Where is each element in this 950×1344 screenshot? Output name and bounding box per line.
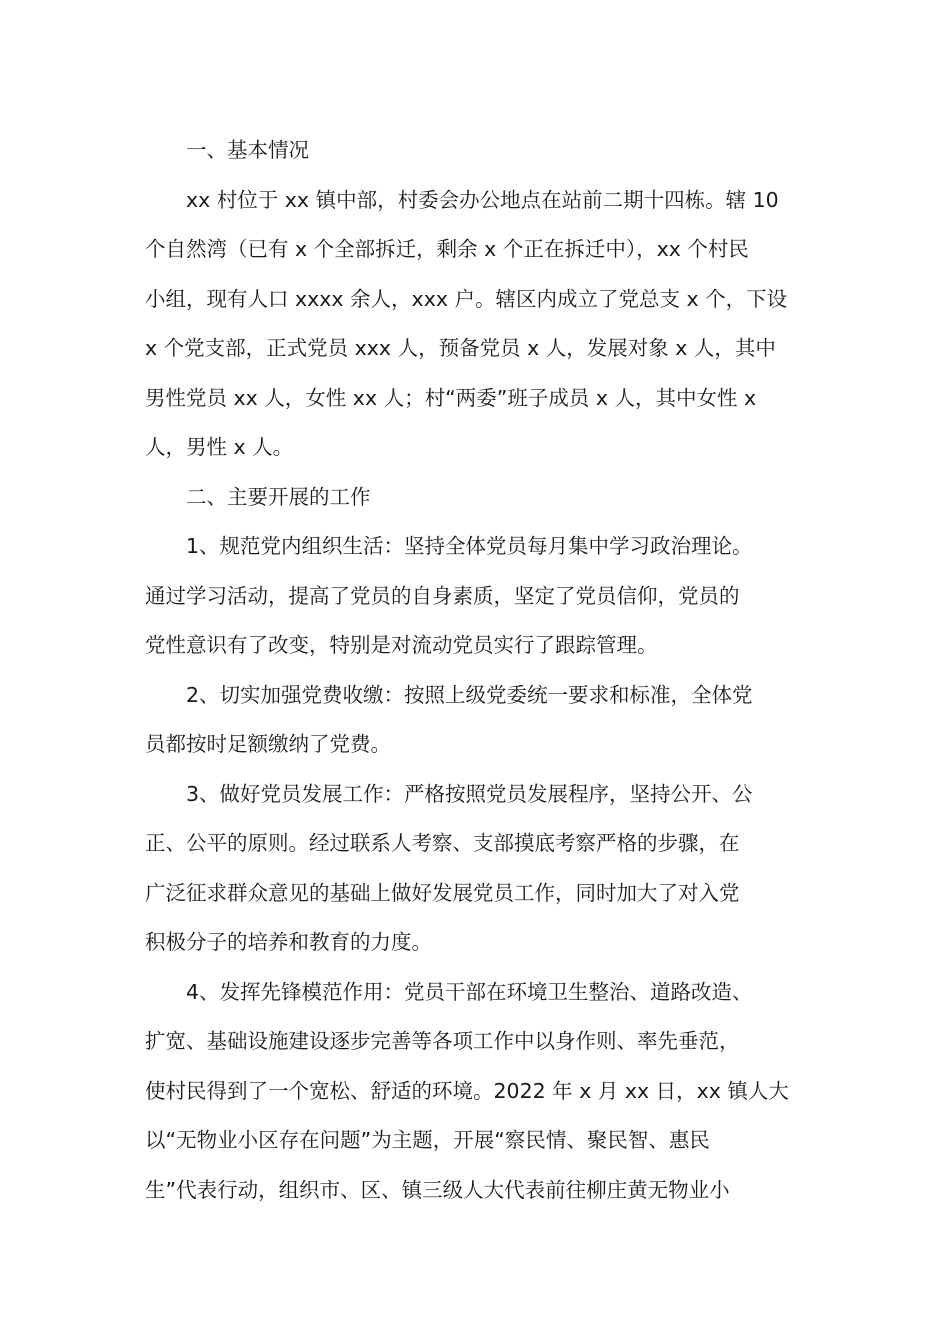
text-line: 4、发挥先锋模范作用：党员干部在环境卫生整治、道路改造、 bbox=[186, 979, 753, 1004]
text-line: 扩宽、基础设施建设逐步完善等各项工作中以身作则、率先垂范， bbox=[145, 1029, 740, 1053]
paragraph-basic-info bbox=[145, 176, 805, 473]
text-line: 一、基本情况 bbox=[186, 138, 309, 162]
text-line: 二、主要开展的工作 bbox=[186, 484, 371, 509]
text-line: 3、做好党员发展工作：严格按照党员发展程序，坚持公开、公 bbox=[186, 781, 753, 806]
text-line: 以“无物业小区存在问题”为主题，开展“察民情、聚民智、惠民 bbox=[145, 1128, 710, 1152]
text-line: 党性意识有了改变，特别是对流动党员实行了跟踪管理。 bbox=[145, 633, 658, 657]
section-heading bbox=[145, 473, 805, 523]
paragraph-item-4 bbox=[145, 968, 805, 1216]
paragraph-item-1 bbox=[145, 522, 805, 671]
text-line: 人，男性 x 人。 bbox=[145, 435, 294, 459]
text-line: 积极分子的培养和教育的力度。 bbox=[145, 930, 432, 954]
text-line: x 个党支部，正式党员 xxx 人，预备党员 x 人，发展对象 x 人，其中 bbox=[145, 336, 776, 360]
paragraph-item-2 bbox=[145, 671, 805, 770]
text-line: 通过学习活动，提高了党员的自身素质，坚定了党员信仰，党员的 bbox=[145, 583, 740, 608]
text-line: 个自然湾（已有 x 个全部拆迁，剩余 x 个正在拆迁中），xx 个村民 bbox=[145, 237, 749, 261]
text-line: 1、规范党内组织生活：坚持全体党员每月集中学习政治理论。 bbox=[186, 534, 753, 558]
text-line: 生”代表行动，组织市、区、镇三级人大代表前往柳庄黄无物业小 bbox=[145, 1177, 730, 1202]
text-line: 正、公平的原则。经过联系人考察、支部摸底考察严格的步骤，在 bbox=[145, 831, 740, 855]
text-line: 使村民得到了一个宽松、舒适的环境。2022 年 x 月 xx 日，xx 镇人大 bbox=[145, 1078, 789, 1103]
text-line: 2、切实加强党费收缴：按照上级党委统一要求和标准，全体党 bbox=[186, 682, 753, 707]
text-line: 小组，现有人口 xxxx 余人，xxx 户。辖区内成立了党总支 x 个，下设 bbox=[145, 286, 788, 311]
document-body bbox=[145, 126, 805, 1215]
text-line: xx 村位于 xx 镇中部，村委会办公地点在站前二期十四栋。辖 10 bbox=[186, 187, 779, 212]
paragraph-item-3 bbox=[145, 770, 805, 968]
section-heading bbox=[145, 126, 805, 176]
text-line: 男性党员 xx 人，女性 xx 人；村“两委”班子成员 x 人，其中女性 x bbox=[145, 385, 757, 410]
text-line: 员都按时足额缴纳了党费。 bbox=[145, 732, 391, 756]
text-line: 广泛征求群众意见的基础上做好发展党员工作，同时加大了对入党 bbox=[145, 880, 740, 905]
